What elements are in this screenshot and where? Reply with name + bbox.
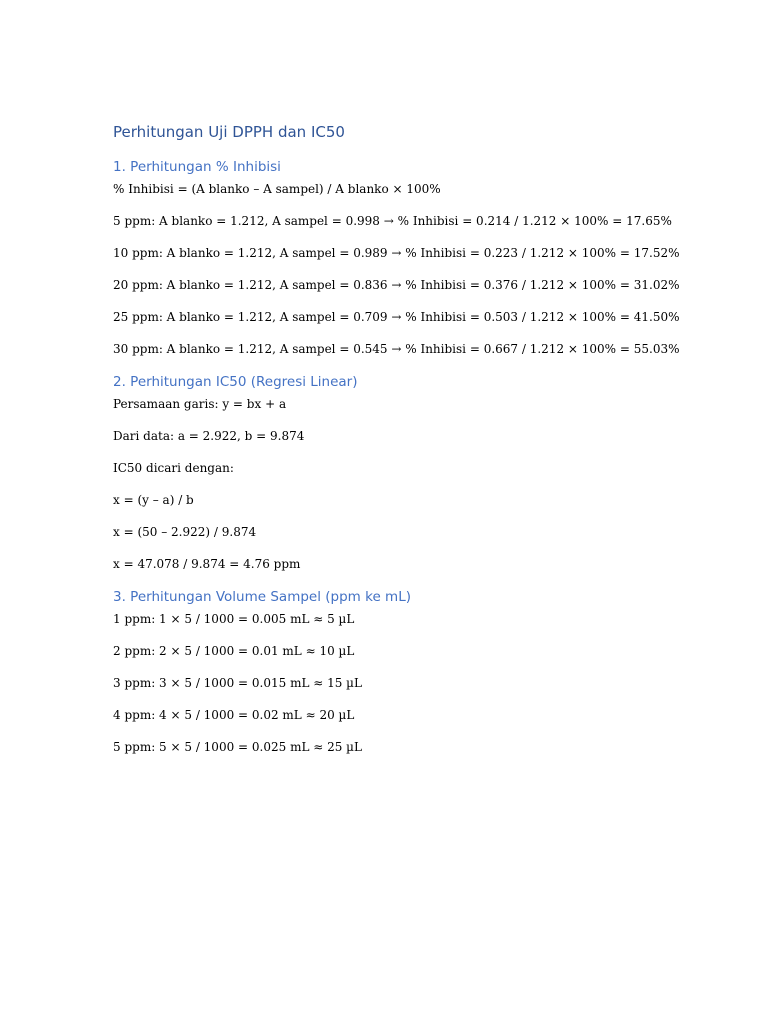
section-heading-ic50: 2. Perhitungan IC50 (Regresi Linear) [113,374,358,390]
calculation-line: x = 47.078 / 9.874 = 4.76 ppm [113,557,301,571]
section-heading-inhibisi: 1. Perhitungan % Inhibisi [113,159,281,175]
calculation-line: 5 ppm: A blanko = 1.212, A sampel = 0.998 → % Inhibisi = 0.214 / 1.212 × 100% = 17.65% [113,214,672,228]
calculation-line: 5 ppm: 5 × 5 / 1000 = 0.025 mL ≈ 25 µL [113,740,362,754]
calculation-line: 1 ppm: 1 × 5 / 1000 = 0.005 mL ≈ 5 µL [113,612,355,626]
calculation-line: IC50 dicari dengan: [113,461,234,475]
calculation-line: 30 ppm: A blanko = 1.212, A sampel = 0.545 → % Inhibisi = 0.667 / 1.212 × 100% = 55.03% [113,342,680,356]
calculation-line: 4 ppm: 4 × 5 / 1000 = 0.02 mL ≈ 20 µL [113,708,355,722]
calculation-line: x = (50 – 2.922) / 9.874 [113,525,257,539]
section-volume [113,588,713,755]
section-ic50 [113,373,713,572]
section-heading-volume: 3. Perhitungan Volume Sampel (ppm ke mL) [113,589,411,605]
document-body [113,122,713,771]
calculation-line: 20 ppm: A blanko = 1.212, A sampel = 0.836 → % Inhibisi = 0.376 / 1.212 × 100% = 31.02% [113,278,680,292]
calculation-line: Dari data: a = 2.922, b = 9.874 [113,429,305,443]
calculation-line: 2 ppm: 2 × 5 / 1000 = 0.01 mL ≈ 10 µL [113,644,355,658]
section-inhibisi [113,158,713,357]
calculation-line: x = (y – a) / b [113,493,194,507]
calculation-line: 25 ppm: A blanko = 1.212, A sampel = 0.709 → % Inhibisi = 0.503 / 1.212 × 100% = 41.50% [113,310,680,324]
calculation-line: Persamaan garis: y = bx + a [113,397,287,411]
calculation-line: 10 ppm: A blanko = 1.212, A sampel = 0.989 → % Inhibisi = 0.223 / 1.212 × 100% = 17.52% [113,246,680,260]
document-title: Perhitungan Uji DPPH dan IC50 [113,123,345,141]
calculation-line: 3 ppm: 3 × 5 / 1000 = 0.015 mL ≈ 15 µL [113,676,362,690]
formula-line: % Inhibisi = (A blanko – A sampel) / A blanko × 100% [113,182,441,196]
